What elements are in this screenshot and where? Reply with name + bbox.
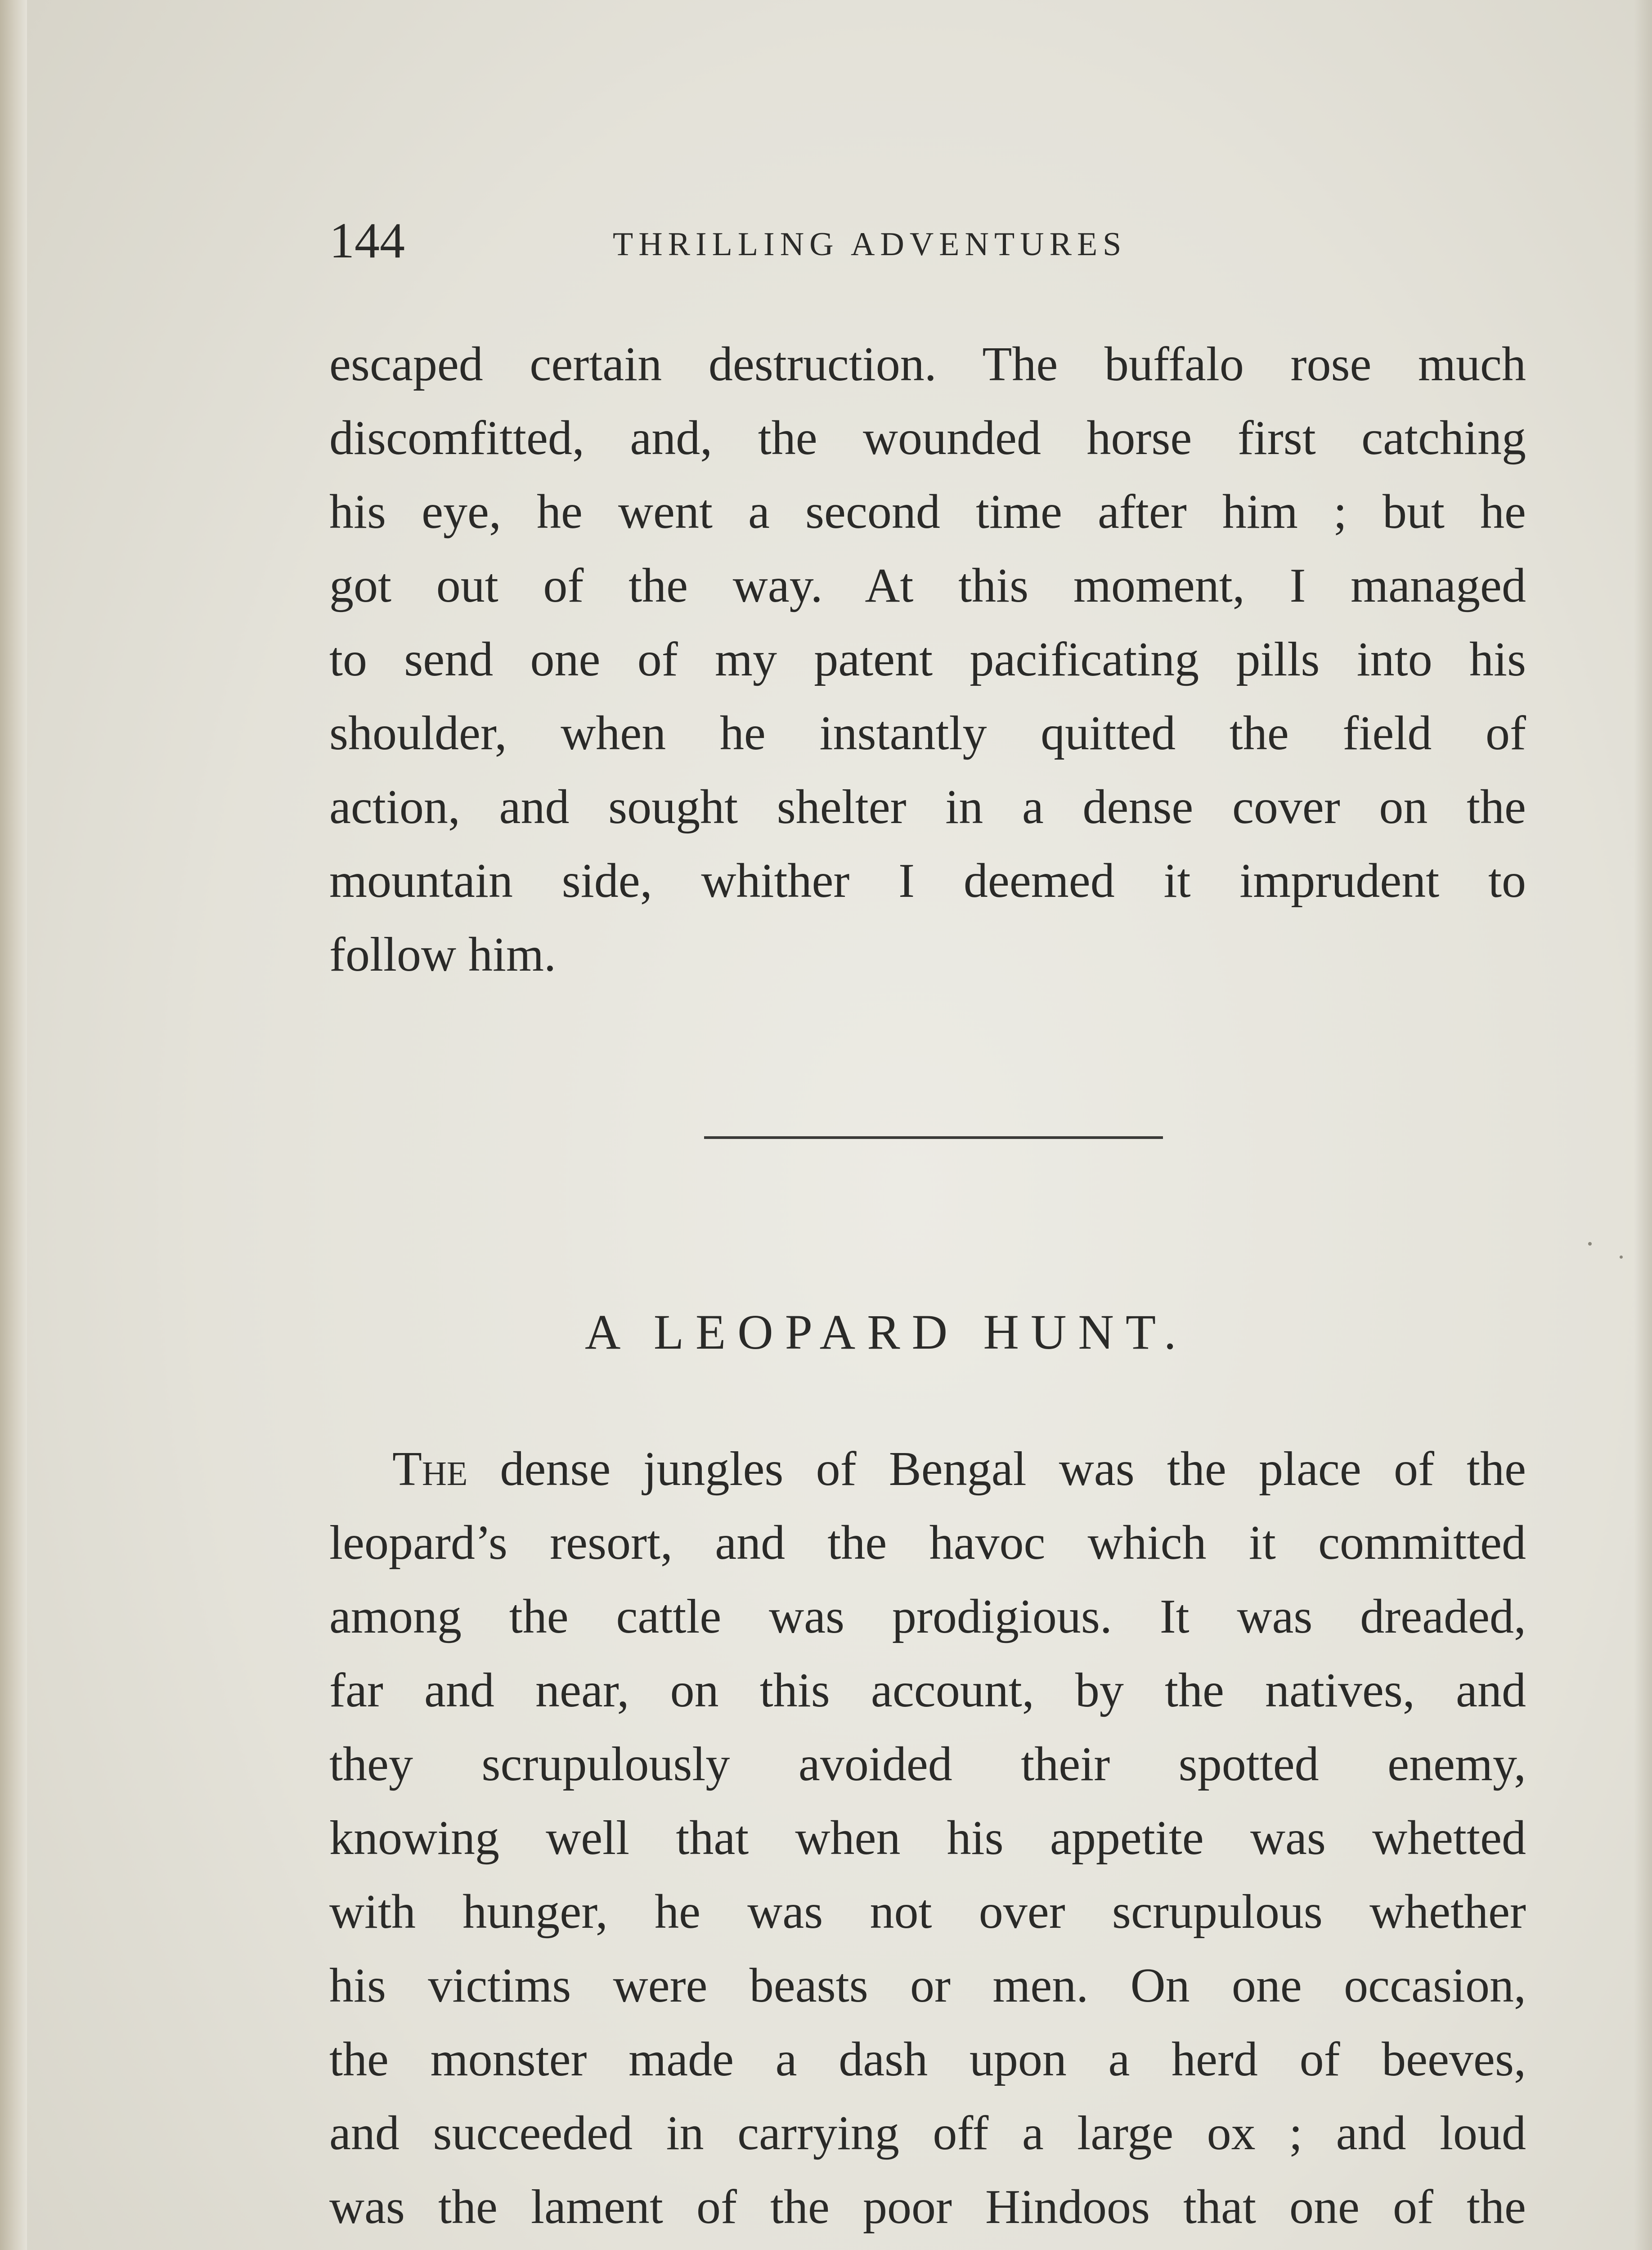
page-gutter [0, 0, 27, 2250]
section-divider-rule [704, 1136, 1163, 1139]
text-line: his eye, he went a second time after him ; but he [329, 485, 1526, 539]
text-line: follow him. [329, 928, 556, 981]
running-title: THRILLING ADVENTURES [613, 226, 1127, 263]
first-line-rest: dense jungles of Bengal was the place of the [467, 1442, 1526, 1496]
section-heading: A LEOPARD HUNT. [585, 1305, 1188, 1359]
text-line: knowing well that when his appetite was whetted [329, 1811, 1526, 1865]
text-line: they scrupulously avoided their spotted enemy, [329, 1737, 1526, 1791]
text-line: to send one of my patent pacificating pills into his [329, 633, 1526, 686]
text-line: among the cattle was prodigious. It was dreaded, [329, 1590, 1526, 1643]
text-line: and succeeded in carrying off a large ox ; and loud [329, 2106, 1526, 2160]
page-number: 144 [329, 213, 405, 269]
text-line: shoulder, when he instantly quitted the field of [329, 706, 1526, 760]
text-line: leopard’s resort, and the havoc which it committed [329, 1516, 1526, 1570]
text-line: discomfitted, and, the wounded horse first catching [329, 411, 1526, 465]
leopard-hunt-paragraph [329, 1432, 1526, 2250]
text-line: escaped certain destruction. The buffalo rose much [329, 338, 1526, 391]
ink-speck [1620, 1256, 1623, 1259]
text-line: was the lament of the poor Hindoos that one of the [329, 2180, 1526, 2234]
text-line: far and near, on this account, by the natives, and [329, 1664, 1526, 1717]
text-line: the monster made a dash upon a herd of beeves, [329, 2033, 1526, 2086]
text-line: got out of the way. At this moment, I managed [329, 559, 1526, 612]
text-line [329, 2244, 1526, 2250]
text-line: his victims were beasts or men. On one occasion, [329, 1959, 1526, 2012]
text-line: mountain side, whither I deemed it imprudent to [329, 854, 1526, 908]
page-edge-shadow [1634, 0, 1652, 2250]
lead-word: The [392, 1442, 468, 1496]
text-line: action, and sought shelter in a dense cover on the [329, 780, 1526, 834]
first-text-line [329, 1432, 1526, 1506]
previous-story-paragraph [329, 328, 1526, 992]
running-head [329, 205, 1243, 277]
ink-speck [1588, 1242, 1592, 1246]
text-line: with hunger, he was not over scrupulous whether [329, 1885, 1526, 1939]
